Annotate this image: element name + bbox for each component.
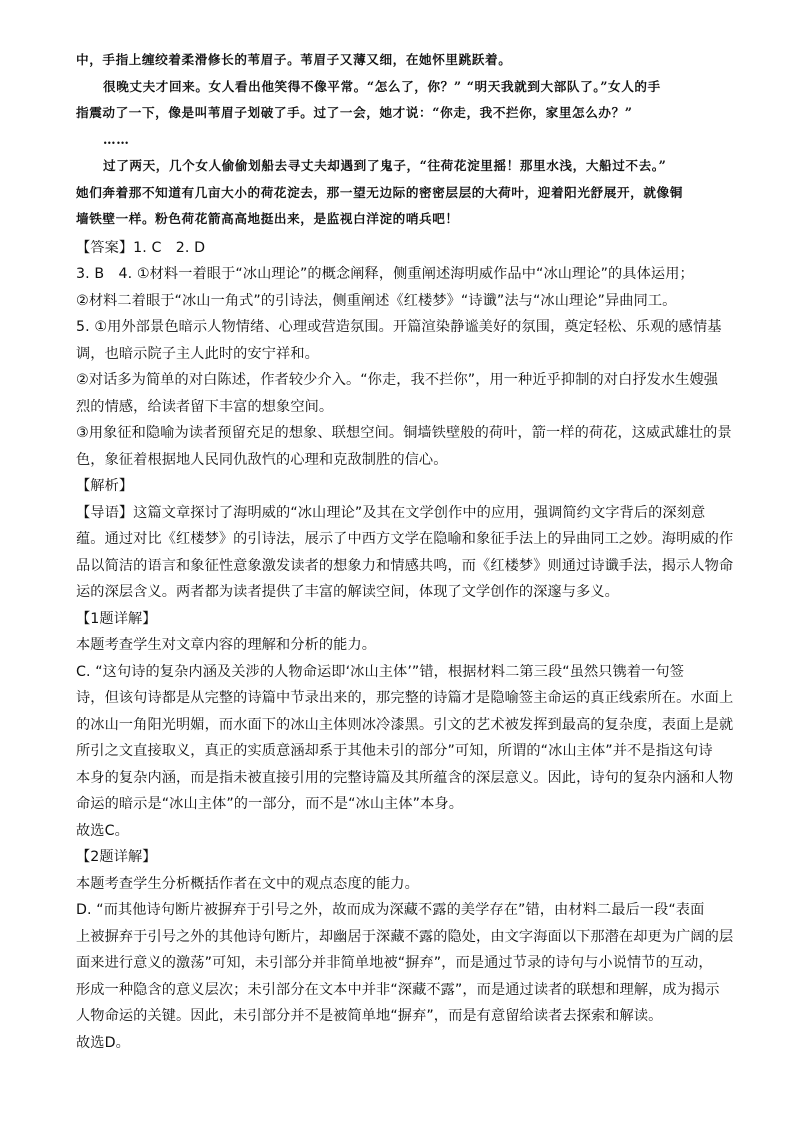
answer-heading: 【答案】1. C 2. D — [76, 239, 206, 256]
q1-line: 本身的复杂内涵，而是指未被直接引用的完整诗篇及其所蕴含的深层意义。因此，诗句的复杂内涵和人物 — [76, 769, 734, 786]
answer-section — [76, 235, 732, 474]
answer-line: 调，也暗示院子主人此时的安宁祥和。 — [76, 345, 319, 362]
document-page — [76, 47, 734, 1056]
answer-line: ②材料二着眼于“冰山一角式”的引诗法，侧重阐述《红楼梦》“诗谶”法与“冰山理论”异曲同工。 — [76, 292, 677, 309]
excerpt-line: 很晚丈夫才回来。女人看出他笑得不像平常。“怎么了，你？” “明天我就到大部队了。”女人的手 — [103, 78, 661, 94]
story-excerpt — [76, 47, 724, 233]
guide-line: 【导语】这篇文章探讨了海明威的“冰山理论”及其在文学创作中的应用，强调简约文字背后的深刻意 — [76, 504, 706, 521]
q1-heading: 【1题详解】 — [76, 610, 157, 627]
q2-conclusion: 故选D。 — [76, 1034, 130, 1051]
q2-line: 本题考查学生分析概括作者在文中的观点态度的能力。 — [76, 875, 419, 892]
excerpt-line: 中，手指上缠绞着柔滑修长的苇眉子。苇眉子又薄又细，在她怀里跳跃着。 — [76, 52, 512, 67]
analysis-heading: 【解析】 — [76, 478, 134, 494]
answer-line: ②对话多为简单的对白陈述，作者较少介入。“你走，我不拦你”，用一种近乎抑制的对白抒发水生嫂强 — [76, 372, 719, 388]
q2-line: 上被摒弃于引号之外的其他诗句断片，却幽居于深藏不露的隐处，由文字海面以下那潜在却更为广阔的层 — [76, 928, 734, 945]
q1-line: C. “这句诗的复杂内涵及关涉的人物命运即‘冰山主体’”错，根据材料二第三段“虽然只镌着一句签 — [76, 663, 685, 680]
excerpt-line: 指震动了一下，像是叫苇眉子划破了手。过了一会，她才说：“你走，我不拦你，家里怎么办？” — [76, 105, 633, 120]
q2-line: 形成一种隐含的意义层次；未引部分在文本中并非“深藏不露”，而是通过读者的联想和理解，成为揭示 — [76, 981, 720, 998]
excerpt-line: 过了两天，几个女人偷偷划船去寻丈夫却遇到了鬼子，“往荷花淀里摇！那里水浅，大船过不去。” — [103, 158, 667, 173]
q1-conclusion: 故选C。 — [76, 822, 129, 839]
answer-line: ③用象征和隐喻为读者预留充足的想象、联想空间。铜墙铁壁般的荷叶，箭一样的荷花，这威武雄壮的景 — [76, 425, 732, 441]
answer-line: 5. ①用外部景色暗示人物情绪、心理或营造氛围。开篇渲染静谧美好的氛围，奠定轻松、乐观的感情基 — [76, 319, 722, 335]
guide-line: 蕴。通过对比《红楼梦》的引诗法，展示了中西方文学在隐喻和象征手法上的异曲同工之妙。海明威的作 — [76, 531, 734, 547]
q2-line: 人物命运的关键。因此，未引部分并不是被简单地“摒弃”，而是有意留给读者去探索和解读。 — [76, 1008, 663, 1024]
answer-line: 3. B 4. ①材料一着眼于“冰山理论”的概念阐释，侧重阐述海明威作品中“冰山理论”的具体运用； — [76, 266, 694, 282]
q1-line: 诗，但该句诗都是从完整的诗篇中节录出来的，那完整的诗篇才是隐喻签主命运的真正线索所在。水面上 — [76, 690, 734, 706]
excerpt-line: 墙铁壁一样。粉色荷花箭高高地挺出来，是监视白洋淀的哨兵吧！ — [76, 211, 459, 226]
q1-line: 命运的暗示是“冰山主体”的一部分，而不是“冰山主体”本身。 — [76, 796, 463, 812]
q1-line: 本题考查学生对文章内容的理解和分析的能力。 — [76, 637, 377, 653]
q1-line: 的冰山一角阳光明媚，而水面下的冰山主体则冰冷漆黑。引文的艺术被发挥到最高的复杂度，表面上是就 — [76, 716, 734, 733]
guide-line: 运的深层含义。两者都为读者提供了丰富的解读空间，体现了文学创作的深邃与多义。 — [76, 584, 619, 600]
guide-line: 品以简洁的语言和象征性意象激发读者的想象力和情感共鸣，而《红楼梦》则通过诗谶手法，揭示人物命 — [76, 557, 734, 574]
answer-line: 色，象征着根据地人民同仇敌忾的心理和克敌制胜的信心。 — [76, 451, 448, 468]
analysis-section — [76, 473, 734, 1056]
excerpt-ellipsis: …… — [103, 131, 130, 147]
q1-line: 所引之文直接取义，真正的实质意涵却系于其他未引的部分”可知，所谓的“冰山主体”并不是指这句诗 — [76, 743, 713, 759]
q2-line: D. “而其他诗句断片被摒弃于引号之外，故而成为深藏不露的美学存在”错，由材料二最后一段“表面 — [76, 902, 705, 918]
answer-line: 烈的情感，给读者留下丰富的想象空间。 — [76, 398, 334, 415]
q2-heading: 【2题详解】 — [76, 849, 157, 865]
excerpt-line: 她们奔着那不知道有几亩大小的荷花淀去，那一望无边际的密密层层的大荷叶，迎着阳光舒展开，就像铜 — [76, 184, 683, 200]
q2-line: 面来进行意义的激荡”可知，未引部分并非简单地被“摒弃”，而是通过节录的诗句与小说情节的互动， — [76, 955, 713, 971]
